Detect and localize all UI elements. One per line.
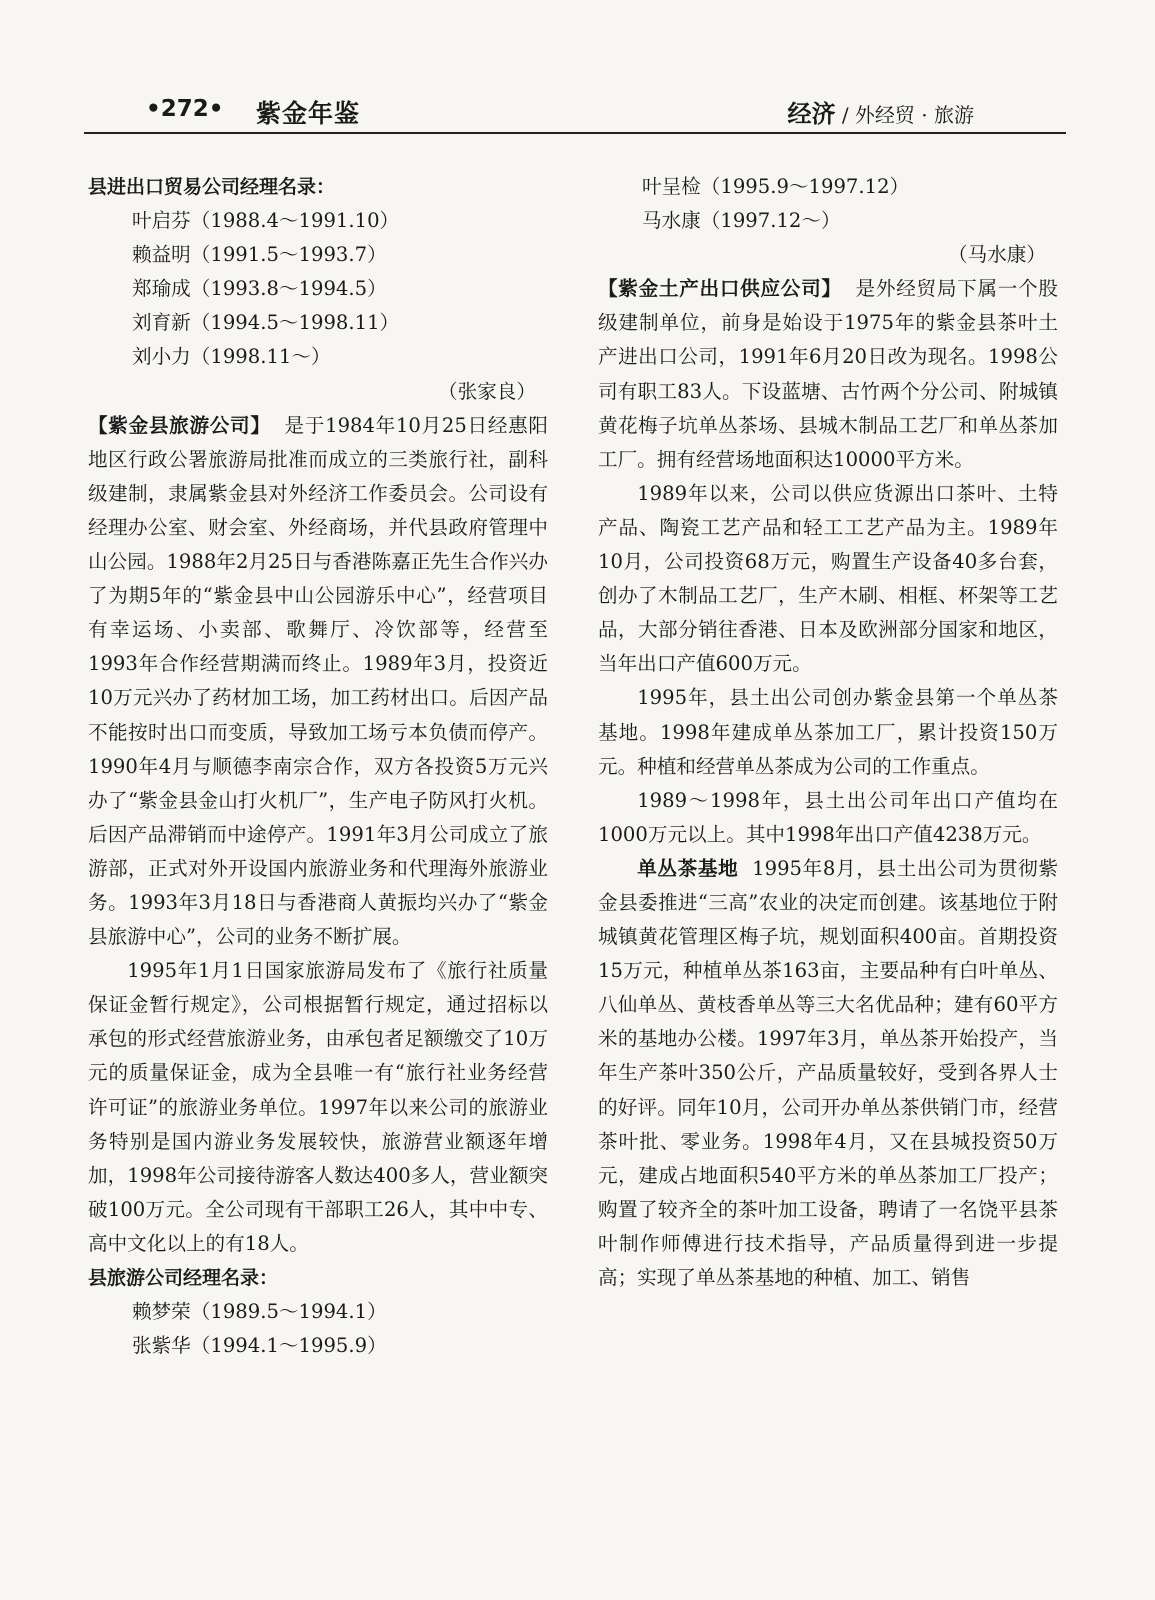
right-column [598, 170, 1058, 1295]
subheading: 单丛茶基地 [637, 856, 739, 880]
paragraph-text: 1995年8月，县土出公司为贯彻紫金县委推进“三高”农业的决定而创建。该基地位于附城镇黄花管理区梅子坑，规划面积400亩。首期投资15万元，种植单丛茶163亩，主要品种有白叶单丛、八仙单丛、黄枝香单丛等三大名优品种；建有60平方米的基地办公楼。1997年3月，单丛茶开始投产，当年生产茶叶350公斤，产品质量较好，受到各界人士的好评。同年10月，公司开办单丛茶供销门市，经营茶叶批、零业务。1998年4月，又在县城投资50万元，建成占地面积540平方米的单丛茶加工厂投产；购置了较齐全的茶叶加工设备，聘请了一名饶平县茶叶制作师傅进行技术指导，产品质量得到进一步提高；实现了单丛茶基地的种植、加工、销售 [598, 856, 1058, 1289]
list-item: 赖梦荣（1989.5～1994.1） [132, 1300, 387, 1324]
entry-text: 是外经贸局下属一个股级建制单位，前身是始设于1975年的紫金县茶叶土产进出口公司，1991年6月20日改为现名。1998公司有职工83人。下设蓝塘、古竹两个分公司、附城镇黄花梅子坑单丛茶场、县城木制品工艺厂和单丛茶加工厂。拥有经营场地面积达10000平方米。 [598, 277, 1058, 471]
entry-title: 【紫金土产出口供应公司】 [598, 277, 842, 301]
book-title: 紫金年鉴 [256, 99, 361, 128]
entry-tourism-company [88, 409, 548, 955]
entry-text: 是于1984年10月25日经惠阳地区行政公署旅游局批准而成立的三类旅行社，副科级建制，隶属紫金县对外经济工作委员会。公司设有经理办公室、财会室、外经商场，并代县政府管理中山公园。1988年2月25日与香港陈嘉正先生合作兴办了为期5年的“紫金县中山公园游乐中心”，经营项目有幸运场、小卖部、歌舞厅、冷饮部等，经营至1993年合作经营期满而终止。1989年3月，投资近10万元兴办了药材加工场，加工药材出口。后因产品不能按时出口而变质，导致加工场亏本负债而停产。1990年4月与顺德李南宗合作，双方各投资5万元兴办了“紫金县金山打火机厂”，生产电子防风打火机。后因产品滞销而中途停产。1991年3月公司成立了旅游部，正式对外开设国内旅游业务和代理海外旅游业务。1993年3月18日与香港商人黄振均兴办了“紫金县旅游中心”，公司的业务不断扩展。 [88, 413, 548, 949]
list-item: 刘小力（1998.11～） [132, 345, 331, 369]
left-column [88, 170, 548, 1363]
author-credit: （马水康） [948, 243, 1046, 267]
paragraph: 1995年1月1日国家旅游局发布了《旅行社质量保证金暂行规定》，公司根据暂行规定，通过招标以承包的形式经营旅游业务，由承包者足额缴交了10万元的质量保证金，成为全县唯一有“旅行社业务经营许可证”的旅游业务单位。1997年以来公司的旅游业务特别是国内游业务发展较快，旅游营业额逐年增加，1998年公司接待游客人数达400多人，营业额突破100万元。全公司现有干部职工26人，其中中专、高中文化以上的有18人。 [88, 959, 548, 1255]
list-item: 郑瑜成（1993.8～1994.5） [132, 277, 387, 301]
paragraph: 1989年以来，公司以供应货源出口茶叶、土特产品、陶瓷工艺产品和轻工工艺产品为主。1989年10月，公司投资68万元，购置生产设备40多台套，创办了木制品工艺厂，生产木刷、相框、杯架等工艺品，大部分销往香港、日本及欧洲部分国家和地区，当年出口产值600万元。 [598, 481, 1058, 676]
paragraph: 1995年，县土出公司创办紫金县第一个单丛茶基地。1998年建成单丛茶加工厂，累计投资150万元。种植和经营单丛茶成为公司的工作重点。 [598, 686, 1058, 778]
list-item: 张紫华（1994.1～1995.9） [132, 1334, 387, 1358]
paragraph: 1989～1998年，县土出公司年出口产值均在1000万元以上。其中1998年出口产值4238万元。 [598, 788, 1058, 846]
section-main: 经济 [787, 100, 836, 128]
tea-base-paragraph [598, 852, 1058, 1295]
page-header [84, 96, 1066, 134]
section-title [787, 94, 974, 129]
header-rule [84, 132, 1066, 134]
list-item: 马水康（1997.12～） [642, 209, 841, 233]
list-item: 叶启芬（1988.4～1991.10） [132, 209, 400, 233]
entry-title: 【紫金县旅游公司】 [88, 413, 271, 437]
list-item: 刘育新（1994.5～1998.11） [132, 311, 400, 335]
list-title-tourism-managers: 县旅游公司经理名录： [88, 1267, 279, 1289]
section-sub: / 外经贸 · 旅游 [835, 103, 974, 127]
entry-export-supply-company [598, 272, 1058, 477]
author-credit: （张家良） [438, 379, 536, 403]
list-title-trade-managers: 县进出口贸易公司经理名录： [88, 176, 336, 198]
page-number: •272• [146, 96, 224, 122]
list-item: 叶呈检（1995.9～1997.12） [642, 175, 910, 198]
list-item: 赖益明（1991.5～1993.7） [132, 243, 387, 267]
